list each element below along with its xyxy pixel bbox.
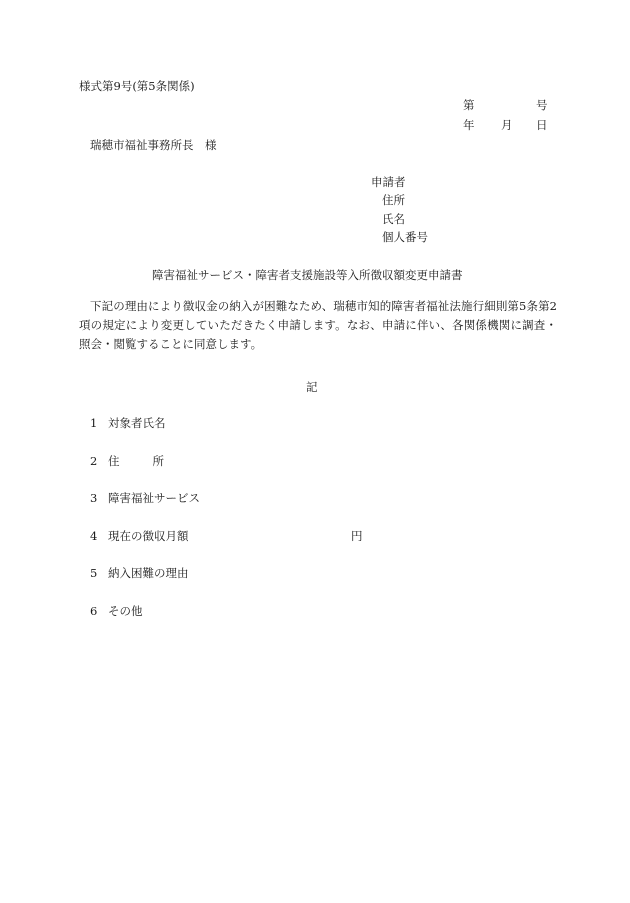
item-payment-difficulty-reason [90, 565, 189, 581]
item-number: 1 [90, 416, 98, 430]
item-label: 納入困難の理由 [108, 566, 189, 580]
item-target-person-name [90, 415, 166, 431]
body-paragraph: 下記の理由により徴収金の納入が困難なため、瑞穂市知的障害者福祉法施行細則第5条第2項の規定により変更していただきたく申請します。なお、申請に伴い、各関係機関に調査・照会・閲覧することに同意します。 [79, 299, 557, 351]
item-number: 5 [90, 566, 98, 580]
document-title: 障害福祉サービス・障害者支援施設等入所徴収額変更申請書 [152, 268, 463, 282]
item-label: 対象者氏名 [108, 416, 166, 430]
item-number: 3 [90, 491, 98, 505]
item-current-monthly-amount [90, 528, 189, 544]
item-number: 6 [90, 604, 98, 618]
date-year-label: 年 [463, 118, 475, 132]
item-label-part-b: 所 [152, 454, 164, 468]
item-address [90, 453, 164, 469]
item-label: その他 [108, 604, 143, 618]
item-welfare-service [90, 490, 200, 506]
date-day-label: 日 [536, 118, 548, 132]
form-number: 様式第9号(第5条関係) [79, 79, 195, 93]
item-number: 2 [90, 454, 98, 468]
item-label: 現在の徴収月額 [108, 529, 189, 543]
addressee: 瑞穂市福祉事務所長 様 [90, 138, 217, 152]
applicant-address-label: 住所 [382, 193, 405, 207]
date-month-label: 月 [501, 118, 513, 132]
item-number: 4 [90, 529, 98, 543]
applicant-id-label: 個人番号 [382, 230, 428, 244]
applicant-name-label: 氏名 [382, 212, 405, 226]
ki-label: 記 [306, 380, 318, 394]
yen-unit-label: 円 [351, 529, 363, 543]
applicant-heading: 申請者 [371, 175, 406, 189]
item-label: 障害福祉サービス [108, 491, 200, 505]
document-number-suffix: 号 [536, 98, 548, 112]
document-number-prefix: 第 [463, 98, 475, 112]
item-label-part-a: 住 [108, 454, 120, 468]
item-other [90, 603, 143, 619]
